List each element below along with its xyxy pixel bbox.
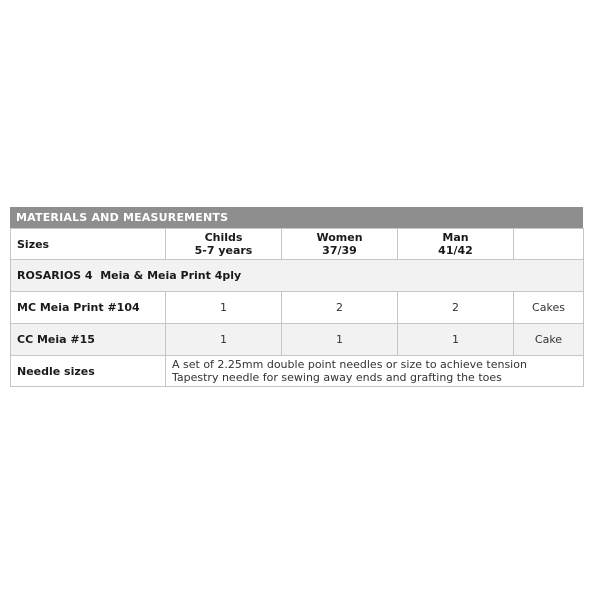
value-man: 1	[398, 324, 514, 356]
size-name: Women	[316, 231, 363, 244]
needle-label: Needle sizes	[11, 356, 166, 387]
value-women: 2	[282, 292, 398, 324]
table-row-cc	[11, 324, 584, 356]
row-unit: Cakes	[514, 292, 584, 324]
sizes-row	[11, 229, 584, 260]
table-row-mc	[11, 292, 584, 324]
needle-line: Tapestry needle for sewing away ends and grafting the toes	[172, 371, 502, 384]
size-detail: 37/39	[322, 244, 357, 257]
value-women: 1	[282, 324, 398, 356]
needle-line: A set of 2.25mm double point needles or size to achieve tension	[172, 358, 527, 371]
materials-table	[10, 228, 584, 387]
value-childs: 1	[166, 292, 282, 324]
materials-panel	[10, 207, 583, 387]
size-column-childs	[166, 229, 282, 260]
needle-row	[11, 356, 584, 387]
sizes-label: Sizes	[11, 229, 166, 260]
size-name: Man	[442, 231, 469, 244]
row-label: MC Meia Print #104	[11, 292, 166, 324]
size-detail: 41/42	[438, 244, 473, 257]
yarn-heading: ROSARIOS 4 Meia & Meia Print 4ply	[11, 260, 584, 292]
needle-description	[166, 356, 584, 387]
size-column-man	[398, 229, 514, 260]
value-man: 2	[398, 292, 514, 324]
unit-header-empty	[514, 229, 584, 260]
size-column-women	[282, 229, 398, 260]
value-childs: 1	[166, 324, 282, 356]
section-title: MATERIALS AND MEASUREMENTS	[10, 207, 583, 228]
yarn-row	[11, 260, 584, 292]
size-detail: 5-7 years	[194, 244, 253, 257]
size-name: Childs	[204, 231, 243, 244]
row-unit: Cake	[514, 324, 584, 356]
row-label: CC Meia #15	[11, 324, 166, 356]
